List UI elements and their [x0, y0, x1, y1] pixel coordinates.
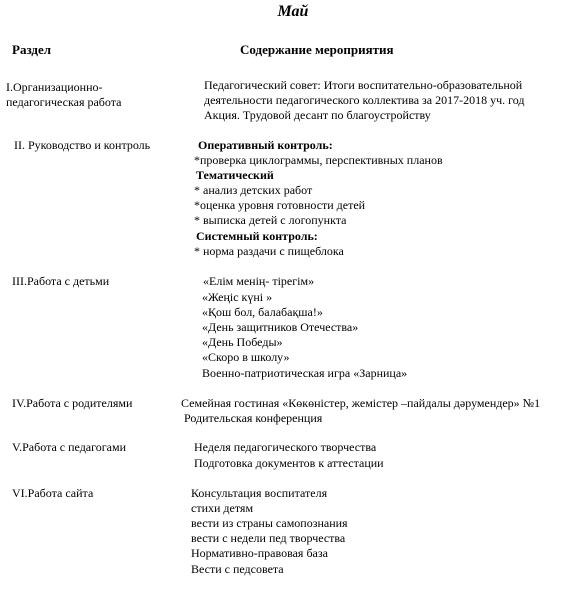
- content-line: Неделя педагогического творчества: [194, 440, 377, 454]
- content-line: Акция. Трудовой десант по благоустройству: [204, 108, 431, 122]
- content-line: Подготовка документов к аттестации: [194, 456, 384, 470]
- content-line: деятельности педагогического коллектива за 2017-2018 уч. год: [204, 93, 525, 107]
- content-line: *оценка уровня готовности детей: [194, 198, 366, 212]
- content-line: стихи детям: [191, 501, 254, 515]
- content-line: Военно-патриотическая игра «Зарница»: [202, 366, 408, 380]
- column-header-content: Содержание мероприятия: [240, 42, 394, 57]
- content-line: «Жеңіс күні »: [202, 290, 273, 304]
- content-line: «Қош бол, балабақша!»: [202, 305, 323, 319]
- column-header-section: Раздел: [12, 42, 52, 57]
- content-line: * выписка детей с логопункта: [194, 213, 347, 227]
- document-title: Май: [277, 3, 309, 20]
- section-name-management: II. Руководство и контроль: [14, 138, 151, 152]
- content-line: «День Победы»: [202, 335, 283, 349]
- content-line: Системный контроль:: [196, 229, 318, 243]
- content-line: Консультация воспитателя: [191, 486, 328, 500]
- content-line: Педагогический совет: Итоги воспитательно-образовательной: [204, 78, 523, 92]
- content-line: Родительская конференция: [184, 411, 323, 425]
- content-line: Вести с педсовета: [191, 562, 284, 576]
- content-line: «Елім менің- тірегім»: [203, 274, 315, 288]
- content-line: Тематический: [196, 168, 274, 182]
- section-name-website: VI.Работа сайта: [12, 486, 94, 500]
- content-line: * норма раздачи с пищеблока: [194, 244, 344, 258]
- content-line: Семейная гостиная «Көкөністер, жемістер –пайдалы дәрумендер» №1: [181, 396, 541, 410]
- content-line: вести из страны самопознания: [191, 516, 348, 530]
- section-name-organizational: I.Организационно- педагогическая работа: [6, 80, 122, 109]
- section-name-teachers: V.Работа с педагогами: [12, 440, 127, 454]
- section-name-children: III.Работа с детьми: [12, 274, 110, 288]
- content-line: «Скоро в школу»: [202, 350, 290, 364]
- content-line: *проверка циклограммы, перспективных планов: [194, 153, 443, 167]
- section-name-parents: IV.Работа с родителями: [12, 396, 133, 410]
- content-line: «День защитников Отечества»: [202, 320, 359, 334]
- content-line: Оперативный контроль:: [198, 138, 333, 152]
- content-line: * анализ детских работ: [194, 183, 313, 197]
- content-line: Нормативно-правовая база: [191, 546, 328, 560]
- content-line: вести с недели пед творчества: [191, 531, 346, 545]
